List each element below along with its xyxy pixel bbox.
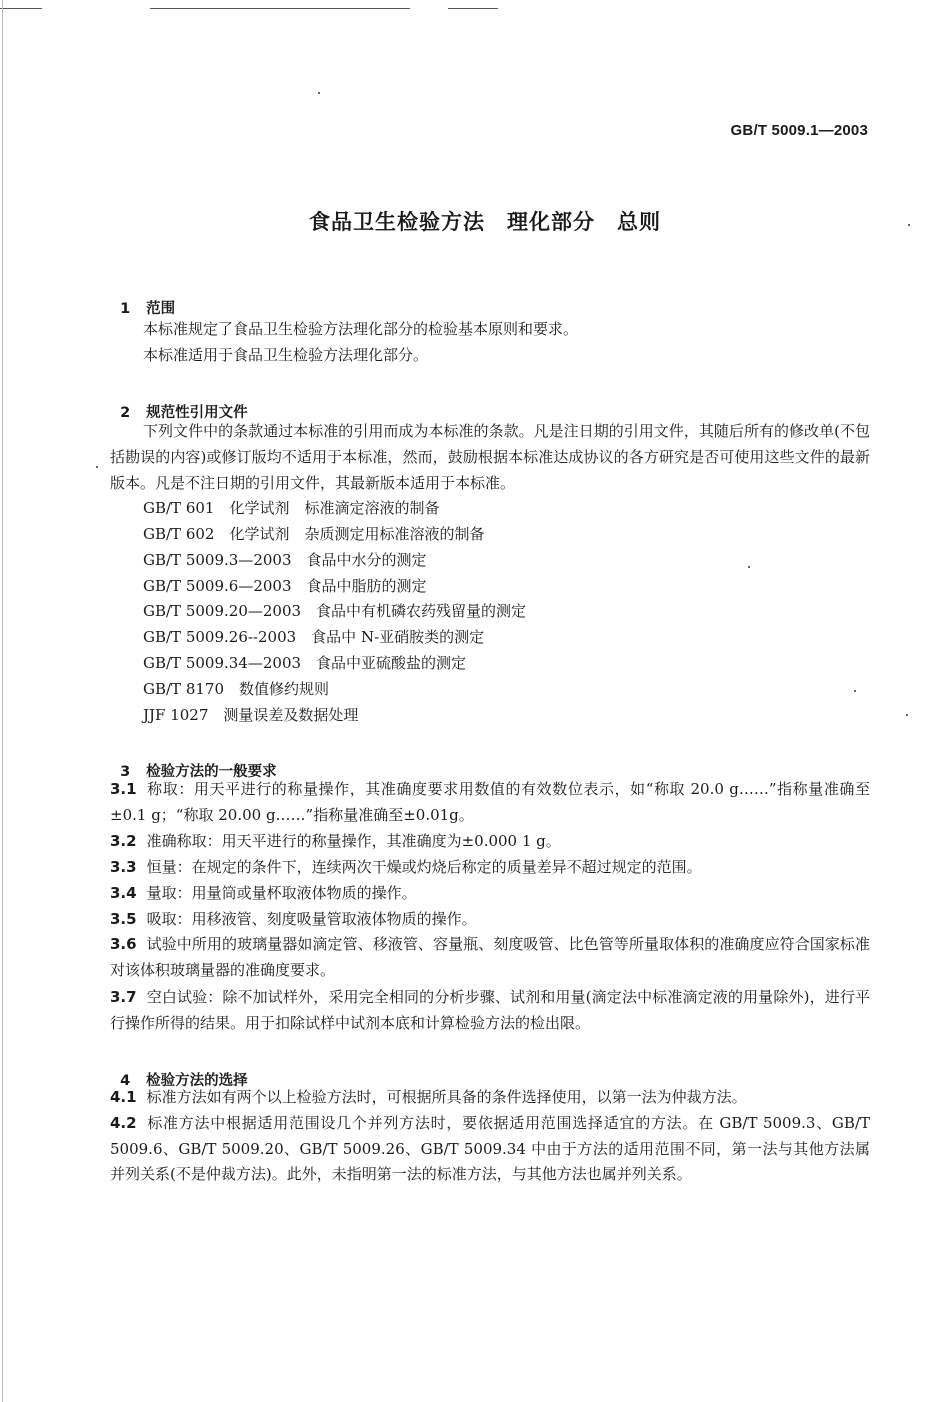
clause-text: 量取：用量筒或量杯取液体物质的操作。 [146,884,417,902]
document-title: 食品卫生检验方法 理化部分 总则 [309,210,661,234]
reference-item: GB/T 8170 数值修约规则 [143,680,330,698]
section-title: 规范性引用文件 [146,405,248,421]
clause-number: 3.1 [110,780,137,798]
clause-text: 标准方法中根据适用范围设几个并列方法时，要依据适用范围选择适宜的方法。在 GB/T 5009.3、GB/T 5009.6、GB/T 5009.20、GB/T 5009.26、GB/T 5009.34 中由于方法的适用范围不同，第一法与其他方法属并列关系(不是仲裁方法)。此外，未指明第一法的标准方法，与其他方法也属并列关系。 [110,1114,870,1183]
reference-item: GB/T 602 化学试剂 杂质测定用标准溶液的制备 [143,525,485,543]
clause-number: 3.3 [110,858,137,876]
reference-item: GB/T 5009.3—2003 食品中水分的测定 [143,551,427,569]
reference-item: GB/T 5009.26--2003 食品中 N-亚硝胺类的测定 [143,628,485,646]
clause-number: 3.6 [110,935,137,953]
clause-number: 3.2 [110,832,137,850]
clause-text: 称取：用天平进行的称量操作，其准确度要求用数值的有效数位表示，如“称取 20.0 g……”指称量准确至±0.1 g；“称取 20.00 g……”指称量准确至±0.01g。 [110,780,870,824]
paragraph: 本标准规定了食品卫生检验方法理化部分的检验基本原则和要求。 [143,320,579,338]
reference-item: JJF 1027 测量误差及数据处理 [143,706,359,724]
standard-code: GB/T 5009.1—2003 [730,122,868,139]
reference-item: GB/T 5009.20—2003 食品中有机磷农药残留量的测定 [143,602,527,620]
reference-item: GB/T 5009.34—2003 食品中亚硫酸盐的测定 [143,654,467,672]
clause-text: 试验中所用的玻璃量器如滴定管、移液管、容量瓶、刻度吸管、比色管等所量取体积的准确度应符合国家标准对该体积玻璃量器的准确度要求。 [110,935,870,979]
clause-text: 吸取：用移液管、刻度吸量管取液体物质的操作。 [146,910,477,928]
clause-text: 准确称取：用天平进行的称量操作，其准确度为±0.000 1 g。 [146,832,561,850]
scan-speck [748,566,750,568]
section-number: 3 [120,764,131,780]
clause [110,1085,870,1111]
paragraph: 下列文件中的条款通过本标准的引用而成为本标准的条款。凡是注日期的引用文件，其随后所有的修改单(不包括勘误的内容)或修订版均不适用于本标准，然而，鼓励根据本标准达成协议的各方研究是否可使用这些文件的最新版本。凡是不注日期的引用文件，其最新版本适用于本标准。 [110,422,870,492]
section-number: 2 [120,405,131,421]
clause [110,829,870,855]
clause [110,777,870,828]
clause-text: 标准方法如有两个以上检验方法时，可根据所具备的条件选择使用，以第一法为仲裁方法。 [146,1088,747,1106]
clause [110,881,870,907]
clause-number: 4.2 [110,1114,137,1132]
scan-edge-line [448,8,498,9]
clause [110,907,870,933]
clause [110,932,870,983]
scan-speck [318,92,320,94]
scan-speck [96,466,98,468]
section-number: 4 [120,1073,131,1089]
scan-edge-line [150,8,410,9]
section-heading [110,744,277,781]
paragraph: 本标准适用于食品卫生检验方法理化部分。 [143,346,429,364]
clause-number: 3.7 [110,988,137,1006]
scan-speck [854,690,856,692]
clause-number: 3.4 [110,884,137,902]
scan-edge-line [0,8,42,9]
section-title: 检验方法的一般要求 [146,764,277,780]
scan-speck [906,714,908,716]
clause [110,985,870,1036]
section-title: 范围 [146,301,176,317]
section-heading [110,385,248,422]
clause [110,1111,870,1188]
section-heading [110,281,175,318]
section-title: 检验方法的选择 [146,1073,248,1089]
clause-number: 4.1 [110,1088,137,1106]
reference-item: GB/T 5009.6—2003 食品中脂肪的测定 [143,577,427,595]
section-number: 1 [120,301,131,317]
clause-number: 3.5 [110,910,137,928]
reference-item: GB/T 601 化学试剂 标准滴定溶液的制备 [143,499,440,517]
clause-text: 恒量：在规定的条件下，连续两次干燥或灼烧后称定的质量差异不超过规定的范围。 [146,858,702,876]
clause-text: 空白试验：除不加试样外，采用完全相同的分析步骤、试剂和用量(滴定法中标准滴定液的用量除外)，进行平行操作所得的结果。用于扣除试样中试剂本底和计算检验方法的检出限。 [110,988,870,1032]
clause [110,855,870,881]
